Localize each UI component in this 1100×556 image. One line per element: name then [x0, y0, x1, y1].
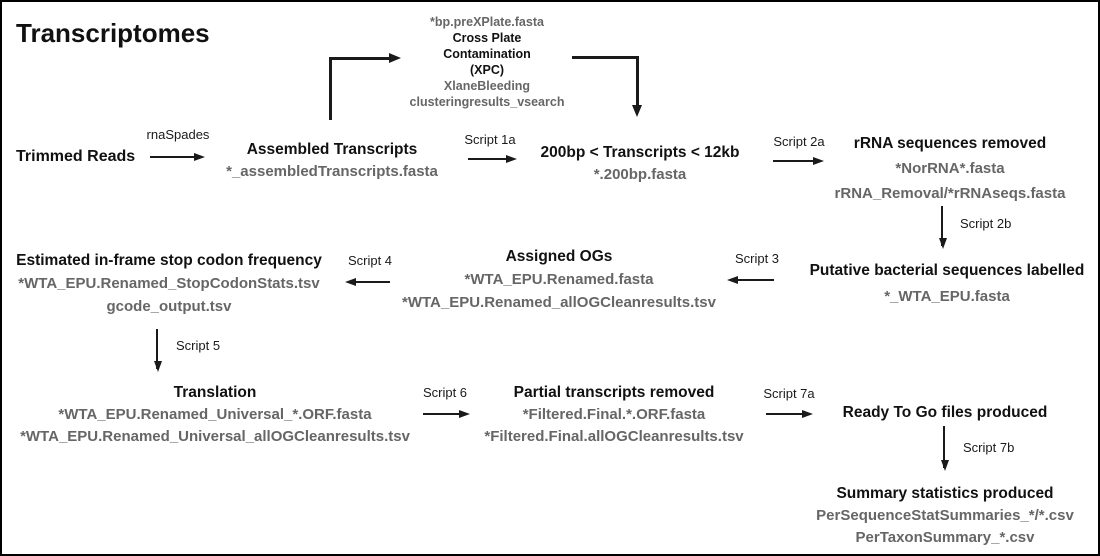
label-script-4: Script 4: [347, 253, 393, 268]
label-script-6: Script 6: [422, 385, 468, 400]
node-file: clusteringresults_vsearch: [409, 95, 565, 109]
node-file: gcode_output.tsv: [106, 298, 232, 315]
node-title-line: Cross Plate: [452, 31, 522, 45]
label-script-7a: Script 7a: [763, 386, 815, 401]
node-file: *WTA_EPU.Renamed.fasta: [464, 271, 654, 288]
node-file: *_assembledTranscripts.fasta: [226, 163, 438, 180]
node-title: Translation: [173, 384, 257, 401]
node-title: Partial transcripts removed: [513, 384, 715, 401]
node-title: Estimated in-frame stop codon frequency: [16, 252, 322, 269]
node-file: *_WTA_EPU.fasta: [884, 288, 1010, 305]
label-rnaspades: rnaSpades: [146, 127, 210, 142]
node-file: *WTA_EPU.Renamed_Universal_*.ORF.fasta: [58, 406, 372, 423]
arrow-script-6: [423, 413, 467, 415]
label-script-3: Script 3: [734, 251, 780, 266]
node-file: *NorRNA*.fasta: [895, 160, 1005, 177]
node-summary-statistics: [816, 483, 1074, 549]
node-title: Assigned OGs: [505, 248, 613, 265]
node-title: Putative bacterial sequences labelled: [809, 262, 1085, 279]
node-title: 200bp < Transcripts < 12kb: [540, 144, 740, 161]
node-file: XlaneBleeding: [443, 79, 531, 93]
label-script-1a: Script 1a: [464, 132, 516, 147]
node-file: PerTaxonSummary_*.csv: [855, 529, 1035, 546]
node-file: *Filtered.Final.allOGCleanresults.tsv: [484, 428, 744, 445]
node-title: rRNA sequences removed: [853, 135, 1047, 152]
label-script-7b: Script 7b: [963, 440, 1015, 455]
node-file: PerSequenceStatSummaries_*/*.csv: [816, 507, 1074, 524]
node-trimmed-reads: [16, 148, 135, 166]
node-title-line: Contamination: [443, 47, 531, 61]
arrow-script-2b: [941, 206, 943, 246]
node-title: Summary statistics produced: [836, 485, 1054, 502]
node-partial-removed: [484, 382, 743, 448]
node-file: *WTA_EPU.Renamed_StopCodonStats.tsv: [18, 275, 320, 292]
node-file: *.200bp.fasta: [593, 166, 687, 183]
arrow-script-2a: [773, 160, 821, 162]
node-rrna-removed: [835, 131, 1066, 206]
arrow-xpc-to-size-filter: [572, 56, 639, 106]
node-cross-plate-contamination: [410, 14, 565, 110]
node-title-line: (XPC): [469, 63, 505, 77]
arrow-script-7a: [766, 413, 810, 415]
arrow-assembled-to-xpc: [329, 57, 390, 120]
arrow-script-7b: [943, 426, 945, 468]
arrow-trimmed-to-assembled: [150, 156, 202, 158]
node-size-filtered: [540, 142, 739, 186]
node-input-file: *bp.preXPlate.fasta: [430, 15, 544, 29]
node-file: *WTA_EPU.Renamed_Universal_allOGCleanresults.tsv: [20, 428, 410, 445]
node-file: rRNA_Removal/*rRNAseqs.fasta: [834, 185, 1066, 202]
node-stop-codon-frequency: [16, 249, 322, 318]
node-assembled-transcripts: [226, 139, 438, 183]
node-title: Assembled Transcripts: [246, 141, 418, 158]
arrow-script-1a: [468, 158, 514, 160]
label-script-5: Script 5: [176, 338, 221, 353]
node-title: Trimmed Reads: [16, 148, 136, 165]
arrow-script-3: [730, 279, 774, 281]
node-bacterial-labelled: [810, 260, 1085, 308]
node-translation: [20, 382, 410, 448]
node-assigned-ogs: [402, 245, 716, 314]
node-ready-to-go: [843, 402, 1048, 424]
node-file: *WTA_EPU.Renamed_allOGCleanresults.tsv: [402, 294, 716, 311]
page-title: Transcriptomes: [16, 18, 210, 48]
label-script-2a: Script 2a: [773, 134, 825, 149]
label-script-2b: Script 2b: [960, 216, 1012, 231]
node-title: Ready To Go files produced: [842, 404, 1048, 421]
node-file: *Filtered.Final.*.ORF.fasta: [522, 406, 706, 423]
arrow-script-4: [348, 281, 390, 283]
arrow-script-5: [156, 329, 158, 369]
